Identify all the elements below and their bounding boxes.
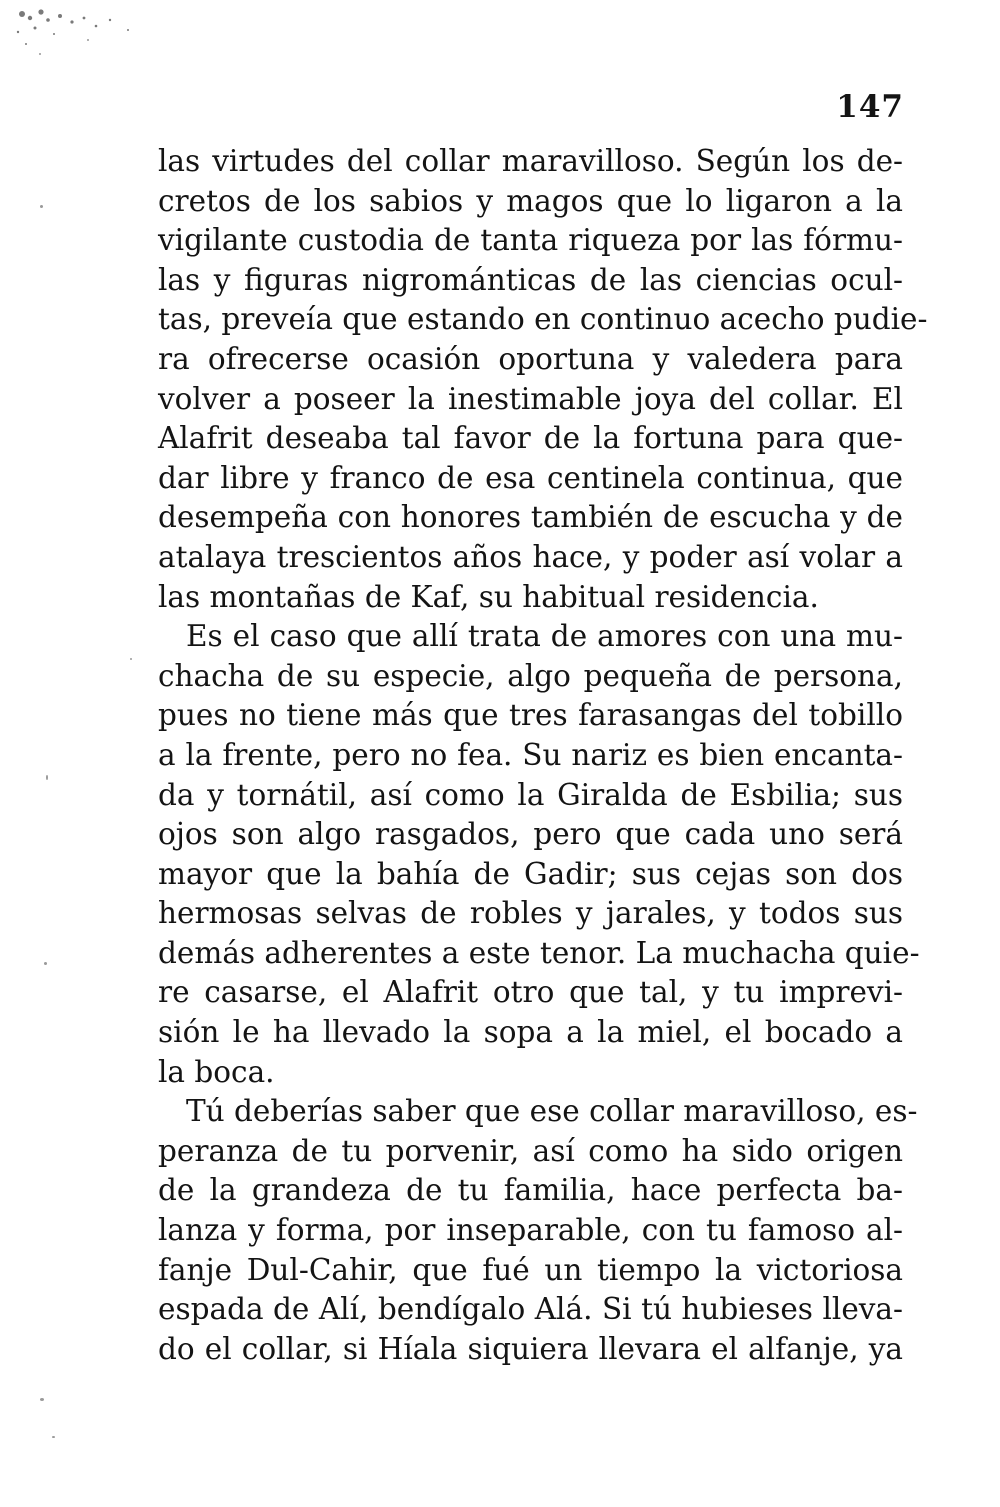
page-number: 147 (836, 89, 904, 125)
text-line: mayor que la bahía de Gadir; sus cejas son dos (158, 856, 903, 891)
paragraph (158, 1092, 918, 1369)
text-line: ojos son algo rasgados, pero que cada uno será (158, 817, 903, 852)
scan-speck (52, 1436, 55, 1438)
text-line: las virtudes del collar maravilloso. Según los de- (158, 144, 903, 178)
scan-speck (40, 1398, 44, 1401)
scan-speck (46, 775, 48, 780)
text-line: desempeña con honores también de escucha y de (158, 500, 903, 535)
text-line: la boca. (158, 1054, 275, 1089)
text-line: atalaya trescientos años hace, y poder así volar a (158, 539, 903, 574)
text-line: do el collar, si Híala siquiera llevara el alfanje, ya (158, 1331, 903, 1366)
text-line: de la grandeza de tu familia, hace perfecta ba- (158, 1173, 903, 1208)
scan-noise-corner (0, 0, 170, 70)
text-line: demás adherentes a este tenor. La muchacha quie- (158, 935, 920, 970)
text-line: ra ofrecerse ocasión oportuna y valedera para (158, 341, 903, 376)
scan-speck (40, 205, 43, 208)
paragraph (158, 142, 928, 617)
text-line: pues no tiene más que tres farasangas del tobillo (158, 698, 903, 733)
text-line: volver a poseer la inestimable joya del collar. El (158, 381, 903, 416)
text-line: fanje Dul-Cahir, que fué un tiempo la victoriosa (158, 1252, 903, 1287)
text-line: cretos de los sabios y magos que lo ligaron a la (158, 183, 903, 218)
scan-speck (130, 658, 132, 660)
text-line: lanza y forma, por inseparable, con tu famoso al- (158, 1213, 903, 1248)
text-line: dar libre y franco de esa centinela continua, que (158, 460, 903, 495)
text-line: tas, preveía que estando en continuo acecho pudie- (158, 302, 928, 337)
text-line: re casarse, el Alafrit otro que tal, y tu imprevi- (158, 975, 903, 1010)
paragraph (158, 617, 920, 1092)
text-line: espada de Alí, bendígalo Alá. Si tú hubieses lleva- (158, 1292, 903, 1327)
text-line: chacha de su especie, algo pequeña de persona, (158, 658, 903, 693)
text-line: las y figuras nigrománticas de las ciencias ocul- (158, 262, 903, 297)
text-line: Es el caso que allí trata de amores con una mu- (186, 619, 903, 654)
text-line: sión le ha llevado la sopa a la miel, el bocado a (158, 1015, 903, 1050)
text-line: a la frente, pero no fea. Su nariz es bien encanta- (158, 737, 903, 772)
text-line: Tú deberías saber que ese collar maravilloso, es- (186, 1094, 918, 1129)
body-text (158, 142, 928, 1369)
text-line: Alafrit deseaba tal favor de la fortuna para que- (158, 421, 903, 456)
text-line: da y tornátil, así como la Giralda de Esbilia; sus (158, 777, 903, 812)
text-line: las montañas de Kaf, su habitual residencia. (158, 579, 819, 614)
text-line: vigilante custodia de tanta riqueza por las fórmu- (158, 223, 903, 258)
scan-speck (44, 962, 47, 965)
text-line: peranza de tu porvenir, así como ha sido origen (158, 1133, 903, 1168)
text-line: hermosas selvas de robles y jarales, y todos sus (158, 896, 903, 931)
